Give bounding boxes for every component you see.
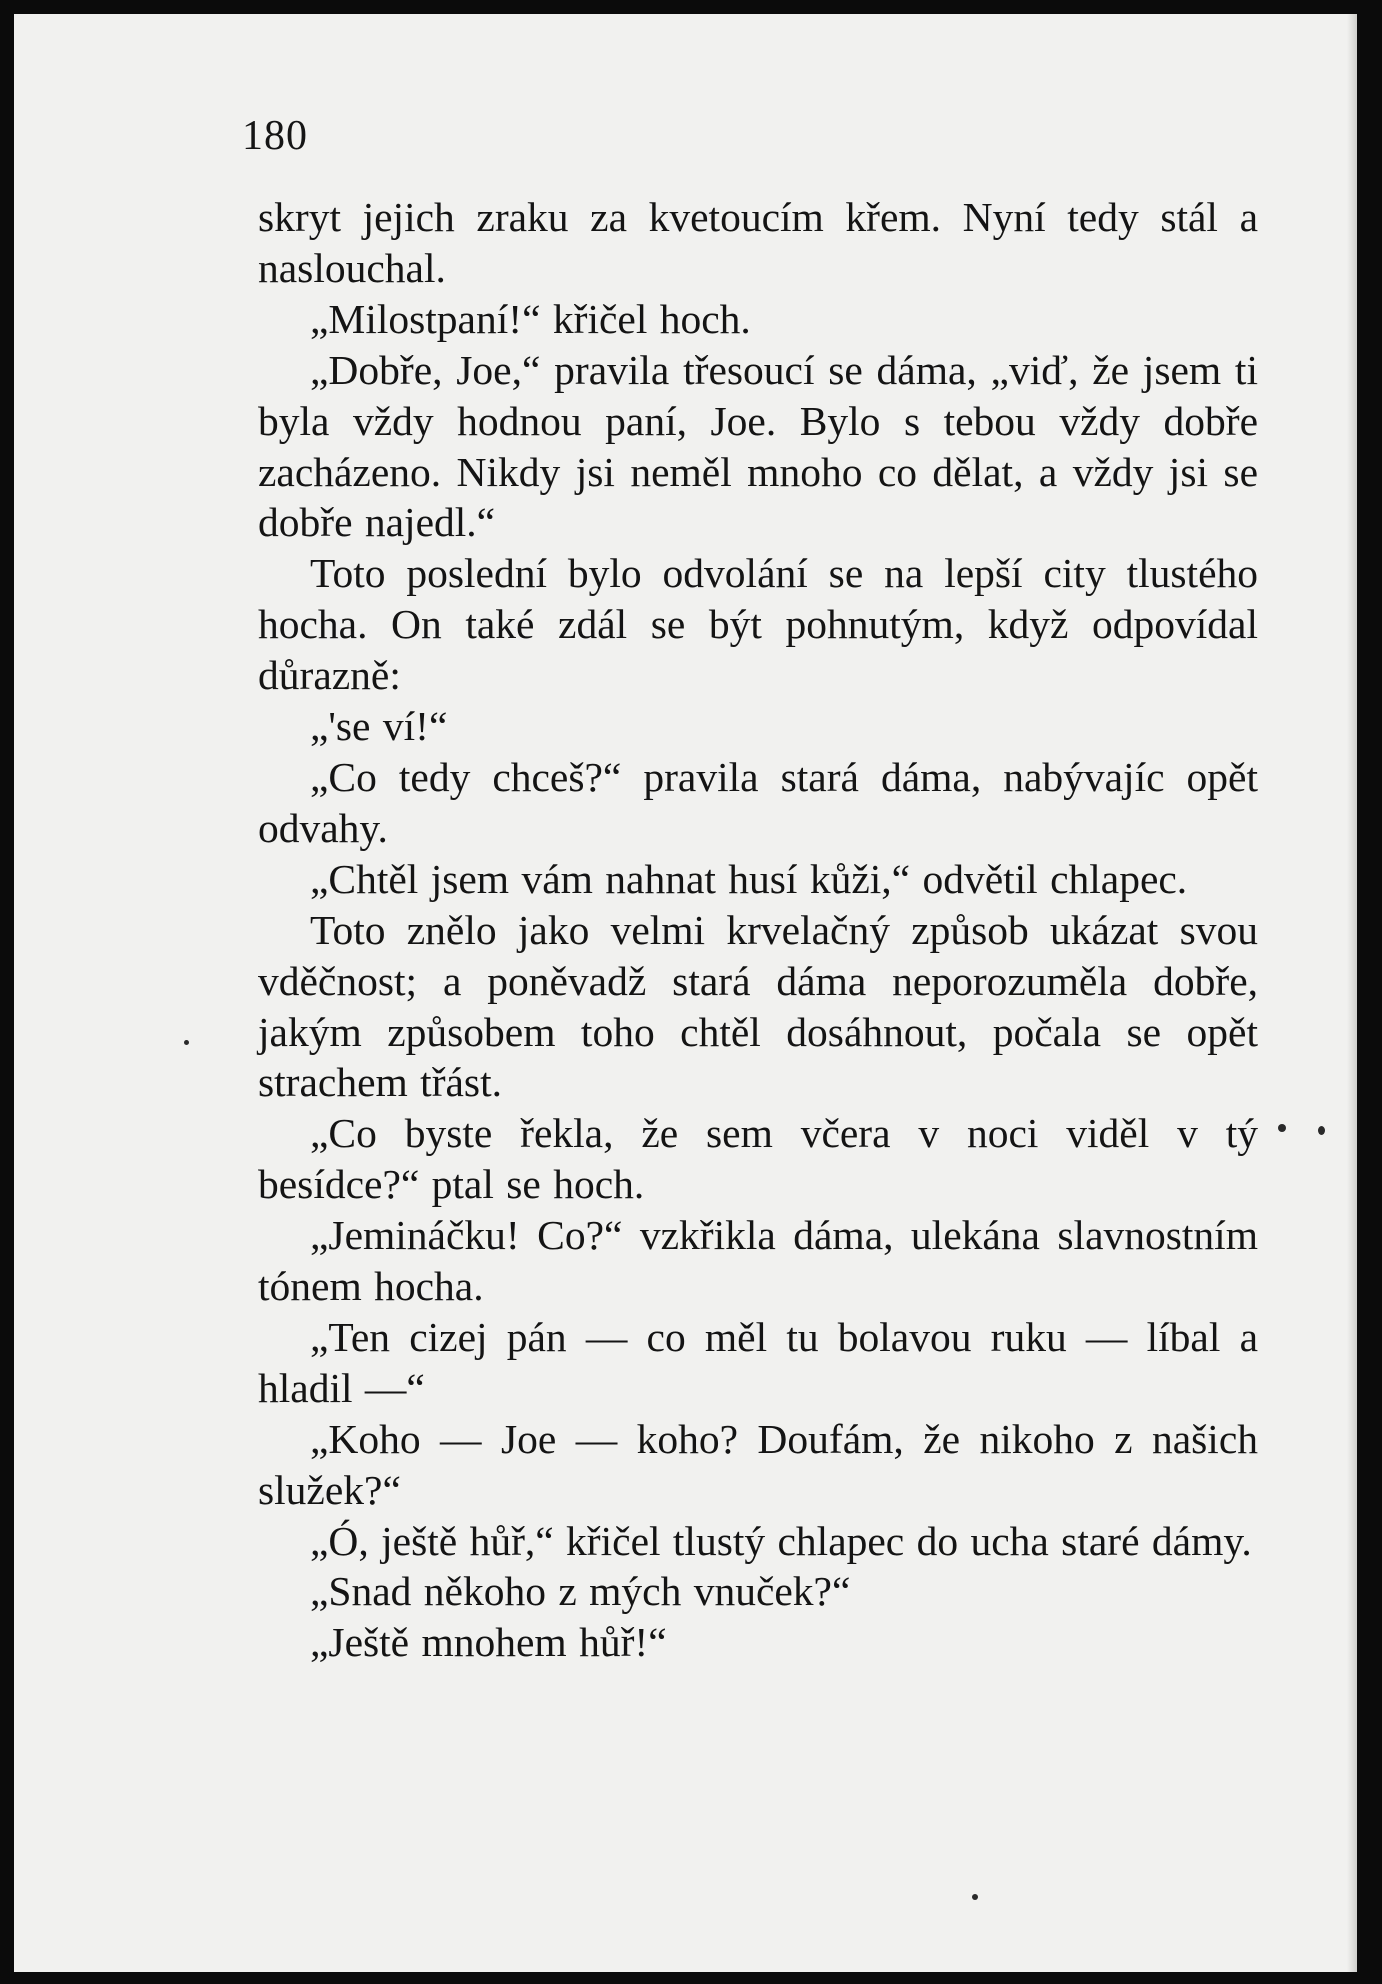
paragraph-1: skryt jejich zraku za kvetoucím křem. Nyní tedy stál a naslouchal. <box>258 194 1258 291</box>
paragraph-9: „Co byste řekla, že sem včera v noci viděl v tý besídce?“ ptal se hoch. <box>258 1110 1258 1208</box>
paragraph-13: „Ó, ještě hůř,“ křičel tlustý chlapec do ucha staré dámy. <box>310 1517 1252 1564</box>
paragraph-7: „Chtěl jsem vám nahnat husí kůži,“ odvětil chlapec. <box>310 855 1188 902</box>
scan-speck <box>184 1040 189 1045</box>
paragraph-11: „Ten cizej pán — co měl tu bolavou ruku — líbal a hladil —“ <box>258 1313 1258 1411</box>
page-number: 180 <box>242 113 308 159</box>
paragraph-8: Toto znělo jako velmi krvelačný způsob ukázat svou vděčnost; a poněvadž stará dáma neporozuměla dobře, jakým způsobem toho chtěl dosáhnout, počala se opět strachem třást. <box>258 906 1258 1106</box>
page-edge-shadow <box>1347 14 1357 1972</box>
page-body-text <box>258 192 1258 1668</box>
scan-speck <box>1278 1124 1286 1132</box>
paragraph-10: „Jemináčku! Co?“ vzkřikla dáma, ulekána slavnostním tónem hocha. <box>258 1212 1258 1310</box>
scan-speck <box>972 1894 978 1900</box>
paragraph-4: Toto poslední bylo odvolání se na lepší city tlustého hocha. On také zdál se být pohnutým, když odpovídal důrazně: <box>258 550 1258 699</box>
paragraph-14: „Snad někoho z mých vnuček?“ <box>310 1568 851 1615</box>
paragraph-2: „Milostpaní!“ křičel hoch. <box>310 295 751 342</box>
paragraph-6: „Co tedy chceš?“ pravila stará dáma, nabývajíc opět odvahy. <box>258 753 1258 851</box>
paragraph-5: „'se ví!“ <box>310 703 448 750</box>
paragraph-12: „Koho — Joe — koho? Doufám, že nikoho z našich služek?“ <box>258 1415 1258 1513</box>
scan-speck <box>1318 1126 1325 1135</box>
paragraph-3: „Dobře, Joe,“ pravila třesoucí se dáma, „viď, že jsem ti byla vždy hodnou paní, Joe. Bylo s tebou vždy dobře zacházeno. Nikdy jsi neměl mnoho co dělat, a vždy jsi se dobře najedl.“ <box>258 346 1258 546</box>
book-page <box>14 14 1357 1972</box>
paragraph-15: „Ještě mnohem hůř!“ <box>310 1619 667 1666</box>
